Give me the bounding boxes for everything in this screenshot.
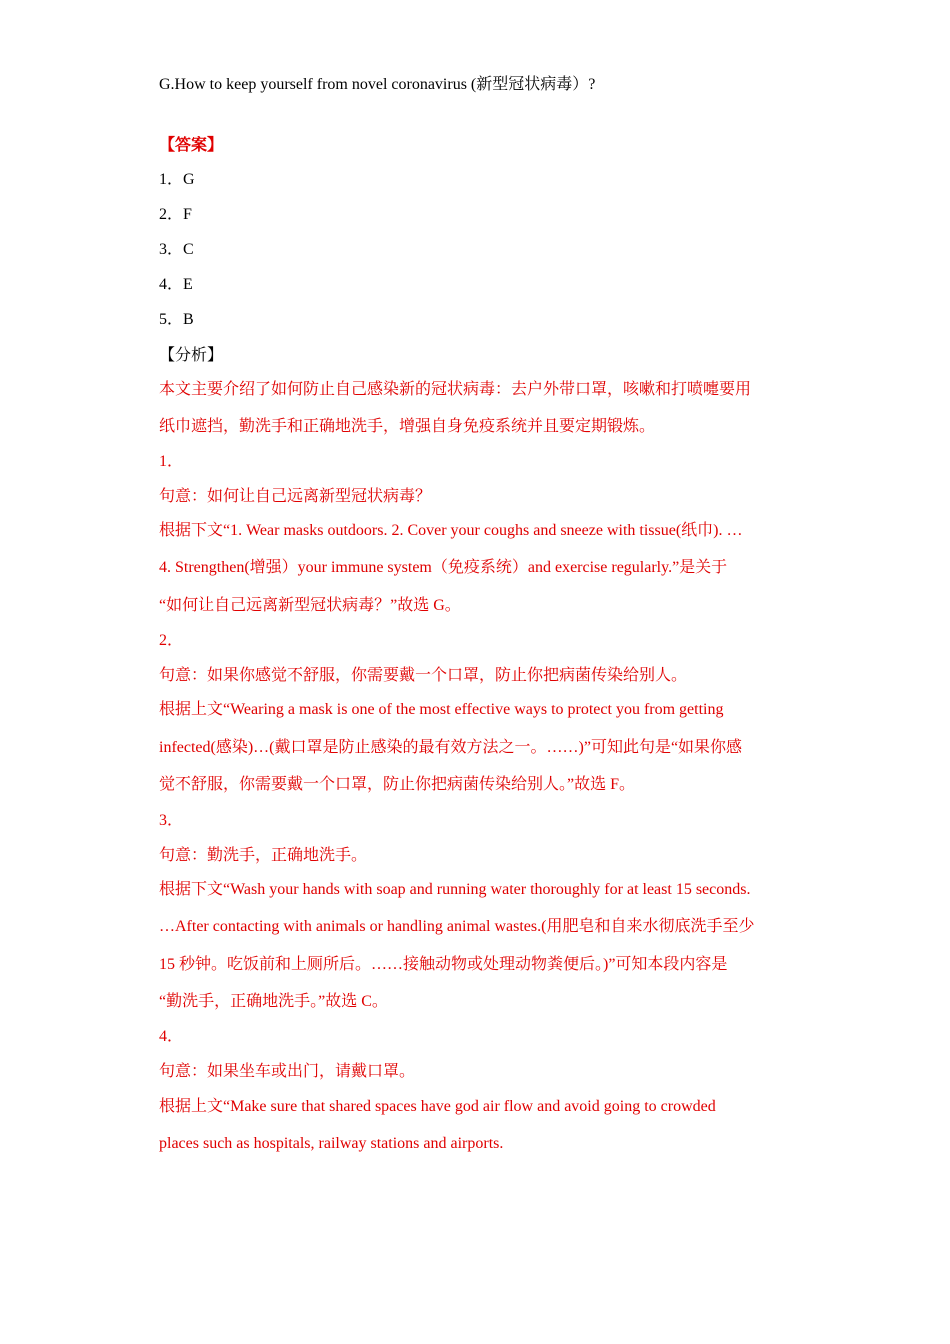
- summary-line: 纸巾遮挡，勤洗手和正确地洗手，增强自身免疫系统并且要定期锻炼。: [159, 418, 656, 435]
- answer-3: 3．C: [159, 241, 194, 258]
- analysis-heading: 【分析】: [159, 347, 224, 364]
- item-explanation-line: 根据下文“Wash your hands with soap and running water thoroughly for at least 15 seconds.: [159, 881, 751, 898]
- item-meaning: 句意：如果你感觉不舒服，你需要戴一个口罩，防止你把病菌传染给别人。: [159, 667, 688, 684]
- item-number: 2．: [159, 632, 184, 649]
- item-number: 1．: [159, 453, 184, 470]
- answer-5: 5．B: [159, 311, 194, 328]
- item-explanation-line: …After contacting with animals or handling animal wastes.(用肥皂和自来水彻底洗手至少: [159, 918, 755, 935]
- item-explanation-line: 根据上文“Wearing a mask is one of the most effective ways to protect you from getting: [159, 701, 724, 718]
- item-explanation-line: “勤洗手，正确地洗手。”故选 C。: [159, 993, 388, 1010]
- answer-4: 4．E: [159, 276, 193, 293]
- item-number: 3．: [159, 812, 184, 829]
- item-meaning: 句意：勤洗手，正确地洗手。: [159, 847, 368, 864]
- item-explanation-line: 根据下文“1. Wear masks outdoors. 2. Cover your coughs and sneeze with tissue(纸巾). …: [159, 522, 743, 539]
- item-explanation-line: 根据上文“Make sure that shared spaces have god air flow and avoid going to crowded: [159, 1098, 716, 1115]
- item-explanation-line: places such as hospitals, railway stations and airports.: [159, 1135, 504, 1152]
- item-explanation-line: 4. Strengthen(增强）your immune system（免疫系统）and exercise regularly.”是关于: [159, 559, 728, 576]
- answer-2: 2．F: [159, 206, 192, 223]
- item-meaning: 句意：如何让自己远离新型冠状病毒？: [159, 488, 432, 505]
- item-explanation-line: 15 秒钟。吃饭前和上厕所后。……接触动物或处理动物粪便后。)”可知本段内容是: [159, 956, 728, 973]
- option-g-text: G.How to keep yourself from novel coronavirus (新型冠状病毒）?: [159, 76, 596, 93]
- answer-1: 1．G: [159, 171, 195, 188]
- item-number: 4．: [159, 1028, 184, 1045]
- item-explanation-line: “如何让自己远离新型冠状病毒？”故选 G。: [159, 597, 461, 614]
- item-explanation-line: 觉不舒服，你需要戴一个口罩，防止你把病菌传染给别人。”故选 F。: [159, 776, 636, 793]
- summary-line: 本文主要介绍了如何防止自己感染新的冠状病毒：去户外带口罩，咳嗽和打喷嚏要用: [159, 381, 752, 398]
- item-meaning: 句意：如果坐车或出门，请戴口罩。: [159, 1063, 416, 1080]
- answer-heading: 【答案】: [159, 137, 224, 154]
- item-explanation-line: infected(感染)…(戴口罩是防止感染的最有效方法之一。……)”可知此句是“如果你感: [159, 739, 743, 756]
